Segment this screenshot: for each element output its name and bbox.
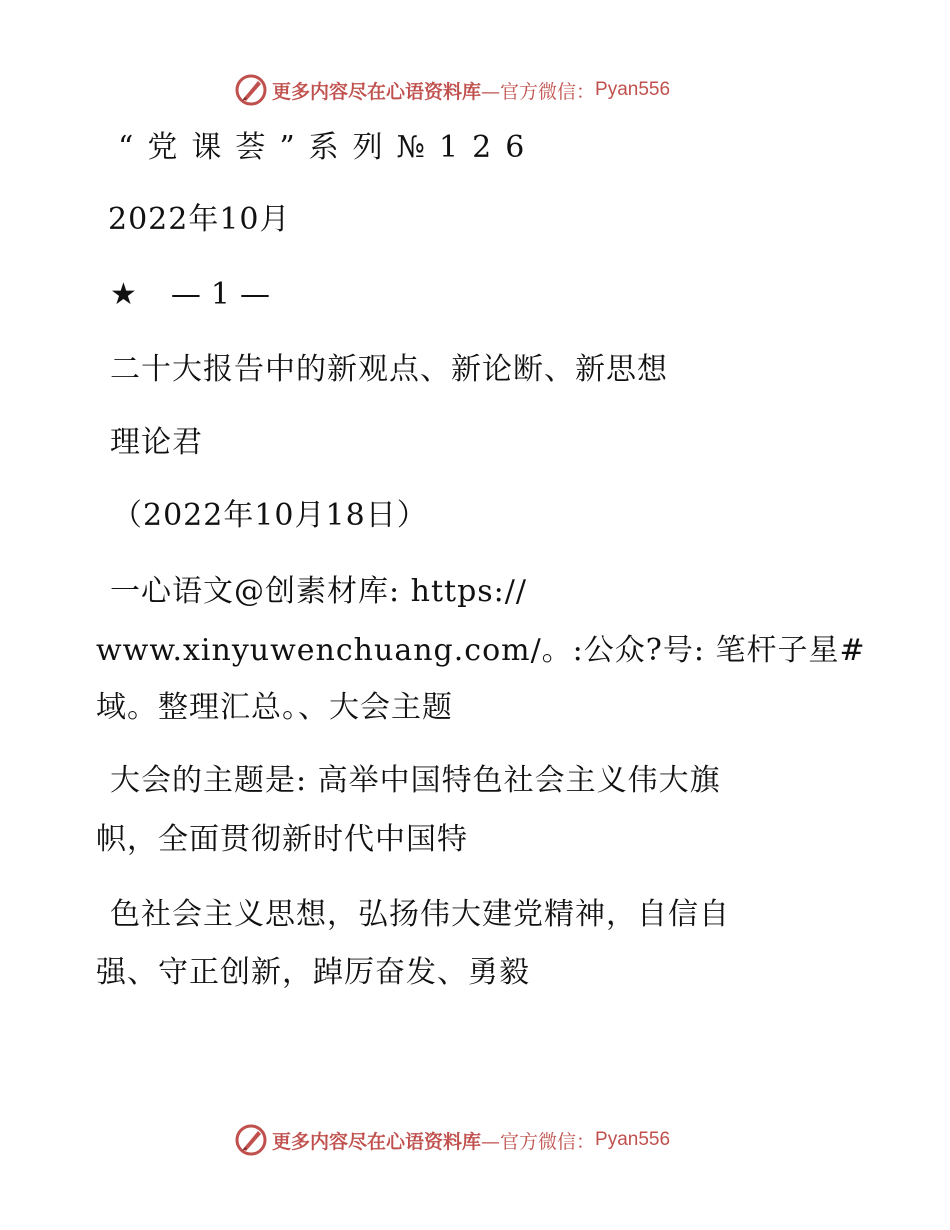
paragraph-line-1: 大会的主题是: 高举中国特色社会主义伟大旗 xyxy=(110,763,721,798)
quill-pen-icon xyxy=(234,73,268,107)
article-date: （2022年10月18日） xyxy=(112,498,428,533)
source-line-3: 域。整理汇总。、大会主题 xyxy=(96,690,453,725)
paragraph-line-4: 强、守正创新，踔厉奋发、勇毅 xyxy=(96,955,530,990)
paragraph-line-3: 色社会主义思想，弘扬伟大建党精神，自信自 xyxy=(110,897,730,932)
issue-date: 2022年10月 xyxy=(108,202,291,237)
paragraph-line-2: 帜，全面贯彻新时代中国特 xyxy=(96,822,468,857)
source-line-2: www.xinyuwenchuang.com/。:公众?号: 笔杆子星# xyxy=(96,633,866,668)
header-watermark xyxy=(234,72,670,108)
article-title: 二十大报告中的新观点、新论断、新思想 xyxy=(110,352,668,387)
quill-pen-icon xyxy=(234,1123,268,1157)
watermark-wechat-id: Pyan556 xyxy=(595,79,671,100)
star-icon: ★ xyxy=(110,277,137,312)
watermark-wechat-label: —官方微信： xyxy=(481,80,596,103)
watermark-text: 更多内容尽在心语资料库 xyxy=(272,80,482,103)
footer-watermark xyxy=(234,1122,670,1158)
watermark-wechat-label: —官方微信： xyxy=(481,1130,596,1153)
source-line-1: 一心语文@创素材库: https:// xyxy=(110,574,527,609)
watermark-wechat-id: Pyan556 xyxy=(595,1129,671,1150)
article-author: 理论君 xyxy=(110,425,203,460)
series-heading: “党课荟”系列№126 xyxy=(118,130,539,165)
section-number: —1— xyxy=(170,277,280,312)
section-marker xyxy=(110,277,280,313)
watermark-text: 更多内容尽在心语资料库 xyxy=(272,1130,482,1153)
